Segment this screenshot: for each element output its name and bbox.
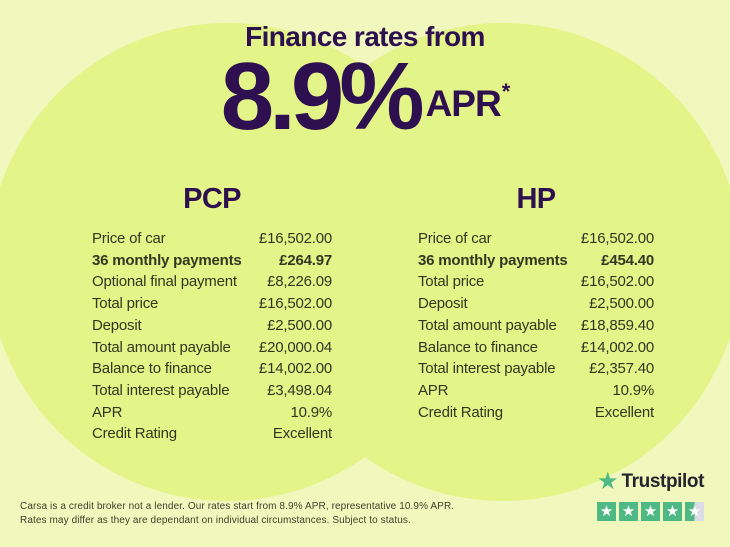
row-label: Credit Rating: [418, 403, 503, 421]
table-row: [92, 293, 332, 315]
row-label: Total amount payable: [92, 338, 231, 356]
row-label: Total amount payable: [418, 316, 557, 334]
row-value: £16,502.00: [580, 273, 654, 291]
row-label: Balance to finance: [92, 360, 212, 378]
row-value: £16,502.00: [580, 230, 654, 247]
table-row: [92, 250, 332, 272]
row-label: Total price: [418, 273, 485, 291]
pcp-table-rows: [92, 228, 332, 445]
hp-table-title: HP: [516, 183, 556, 215]
row-value: £454.40: [601, 251, 654, 269]
table-row: [92, 337, 332, 359]
table-row: [92, 228, 332, 250]
row-label: Credit Rating: [92, 425, 177, 443]
table-row: [418, 228, 654, 250]
rating-star-box: [685, 502, 704, 521]
disclaimer-text: [20, 500, 454, 527]
pcp-table-title: PCP: [183, 183, 241, 215]
table-row: [418, 271, 654, 293]
row-value: £18,859.40: [580, 316, 654, 334]
row-value: £2,500.00: [589, 295, 654, 313]
table-row: [418, 315, 654, 337]
rating-star-box: [663, 502, 682, 521]
table-row: [418, 358, 654, 380]
row-label: Deposit: [92, 316, 142, 334]
rating-star-box: [597, 502, 616, 521]
row-label: APR: [418, 381, 449, 399]
row-label: Total interest payable: [92, 381, 230, 399]
row-value: £16,502.00: [258, 295, 332, 313]
table-row: [92, 380, 332, 402]
row-label: Price of car: [418, 230, 492, 247]
rate-value: 8.9%: [220, 43, 420, 150]
pcp-table: [92, 182, 332, 445]
star-icon: ★: [621, 503, 636, 520]
disclaimer-line-2: Rates may differ as they are dependant on individual circumstances. Subject to status.: [20, 514, 411, 526]
row-value: £2,357.40: [589, 360, 654, 378]
row-value: 10.9%: [290, 403, 332, 421]
trustpilot-badge: [597, 470, 704, 521]
row-value: Excellent: [272, 425, 332, 443]
row-label: Price of car: [92, 230, 166, 247]
row-label: APR: [92, 403, 123, 421]
row-value: £264.97: [279, 251, 332, 269]
table-row: [418, 250, 654, 272]
hp-table: [418, 182, 654, 423]
table-row: [92, 423, 332, 445]
row-label: Total interest payable: [418, 360, 556, 378]
row-value: £16,502.00: [258, 230, 332, 247]
row-value: £14,002.00: [258, 360, 332, 378]
rate-suffix-label: APR: [425, 83, 501, 124]
hp-table-rows: [418, 228, 654, 423]
row-label: Optional final payment: [92, 273, 237, 291]
row-value: 10.9%: [612, 381, 654, 399]
star-icon: ★: [687, 503, 702, 520]
trustpilot-star-icon: ★: [597, 468, 619, 495]
banner-title: Finance rates from: [245, 21, 485, 52]
row-label: 36 monthly payments: [92, 251, 242, 269]
rating-star-box: [619, 502, 638, 521]
star-icon: ★: [643, 503, 658, 520]
row-value: £2,500.00: [267, 316, 332, 334]
row-label: Deposit: [418, 295, 468, 313]
row-label: 36 monthly payments: [418, 251, 568, 269]
disclaimer-line-1: Carsa is a credit broker not a lender. Our rates start from 8.9% APR, representative 10.9% APR.: [20, 501, 455, 512]
table-row: [418, 402, 654, 424]
row-value: £8,226.09: [267, 273, 332, 291]
table-row: [418, 380, 654, 402]
headline-rate: [0, 43, 730, 150]
rate-suffix: [425, 79, 510, 125]
rating-star-box: [641, 502, 660, 521]
table-row: [92, 402, 332, 424]
table-row: [92, 358, 332, 380]
row-value: £20,000.04: [258, 338, 332, 356]
trustpilot-brand-name: Trustpilot: [621, 471, 705, 492]
table-row: [92, 271, 332, 293]
row-label: Total price: [92, 295, 159, 313]
row-value: £14,002.00: [580, 338, 654, 356]
rate-asterisk: *: [501, 79, 510, 104]
trustpilot-wordmark: [597, 470, 704, 494]
table-row: [418, 337, 654, 359]
star-icon: ★: [599, 503, 614, 520]
table-row: [92, 315, 332, 337]
row-value: £3,498.04: [267, 381, 332, 399]
row-value: Excellent: [594, 403, 654, 421]
row-label: Balance to finance: [418, 338, 538, 356]
trustpilot-stars: [597, 502, 704, 521]
star-icon: ★: [665, 503, 680, 520]
table-row: [418, 293, 654, 315]
